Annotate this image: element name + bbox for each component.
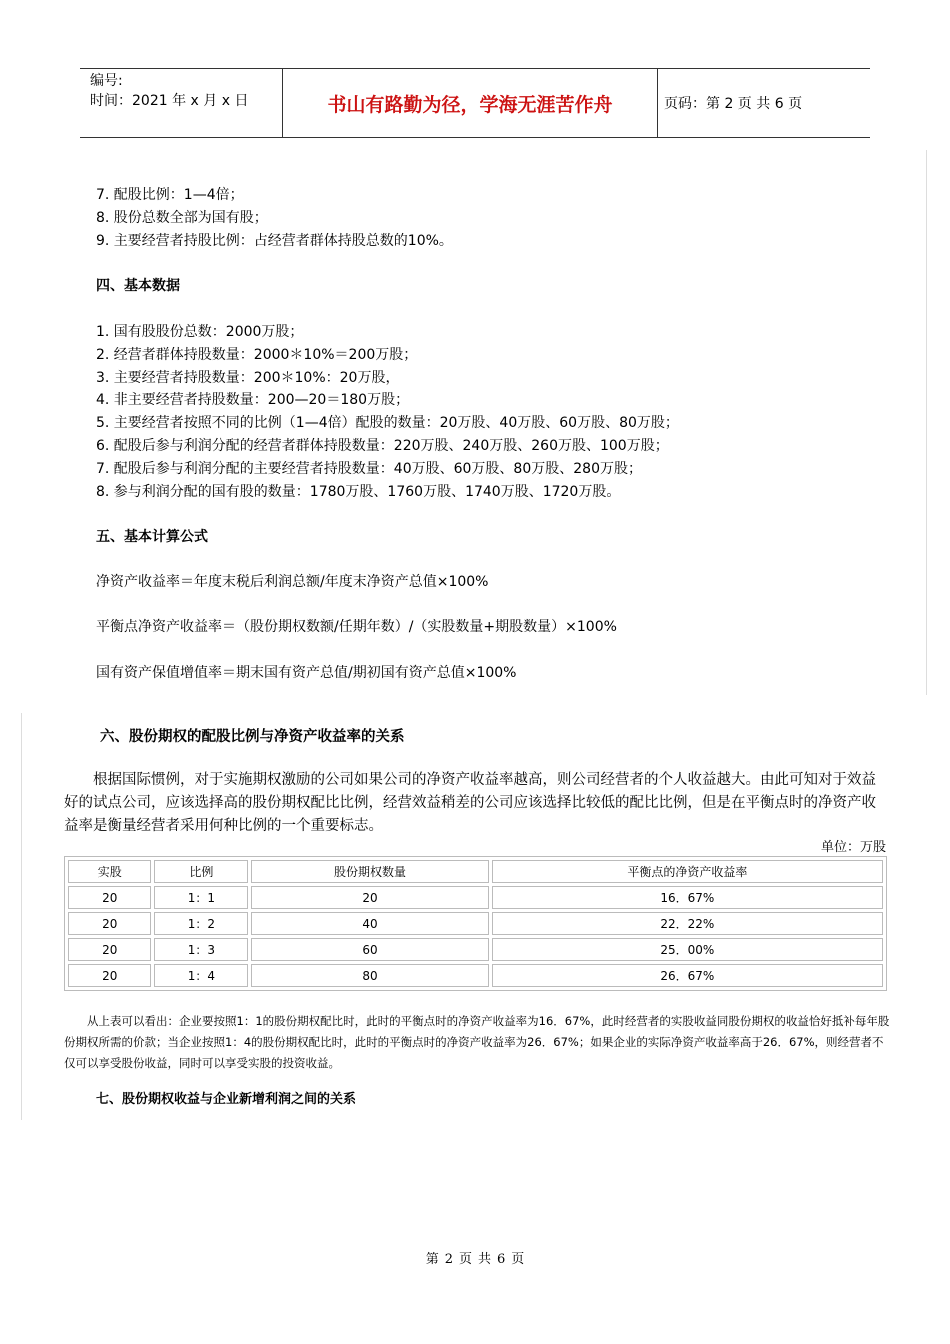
list-item: 8. 参与利润分配的国有股的数量：1780万股、1760万股、1740万股、1720万股。 [96, 484, 621, 500]
data-table [64, 856, 887, 991]
time-label: 时间：2021 年 x 月 x 日 [90, 93, 249, 109]
footer-text: 共 [478, 1252, 492, 1267]
table-cell: 22．22% [492, 912, 883, 935]
list-item: 8. 股份总数全部为国有股； [96, 210, 268, 226]
footer-total-pages: 6 [497, 1252, 506, 1267]
list-item: 7. 配股后参与利润分配的主要经营者持股数量：40万股、60万股、80万股、280万股； [96, 461, 642, 477]
table-header-cell: 实股 [68, 860, 151, 883]
footer-text: 页 [511, 1252, 525, 1267]
formula: 净资产收益率＝年度末税后利润总额/年度末净资产总值×100% [96, 574, 489, 590]
table-cell: 20 [68, 938, 151, 961]
table-cell: 1：2 [154, 912, 248, 935]
list-item: 7. 配股比例：1—4倍； [96, 187, 244, 203]
table-row [68, 938, 883, 961]
table-cell: 25．00% [492, 938, 883, 961]
list-item: 3. 主要经营者持股数量：200＊10%：20万股， [96, 370, 400, 386]
list-item: 9. 主要经营者持股比例：占经营者群体持股总数的10%。 [96, 233, 453, 249]
table-header-row [68, 860, 883, 883]
footer-text: 页 [458, 1252, 472, 1267]
page-edge-line [926, 150, 927, 695]
table-cell: 1：3 [154, 938, 248, 961]
unit-label: 单位：万股 [820, 840, 886, 855]
table-cell: 1：1 [154, 886, 248, 909]
table-cell: 26．67% [492, 964, 883, 987]
section-heading: 七、股份期权收益与企业新增利润之间的关系 [96, 1092, 357, 1107]
table-cell: 60 [251, 938, 488, 961]
table-cell: 20 [68, 964, 151, 987]
header-motto: 书山有路勤为径，学海无涯苦作舟 [282, 69, 658, 137]
table-header-cell: 股份期权数量 [251, 860, 488, 883]
list-item: 2. 经营者群体持股数量：2000＊10%＝200万股； [96, 347, 418, 363]
table-cell: 80 [251, 964, 488, 987]
footer-text: 第 [425, 1252, 439, 1267]
section-heading: 五、基本计算公式 [96, 529, 208, 545]
header-page-info: 页码：第 2 页 共 6 页 [664, 96, 803, 112]
table-note-paragraph: 从上表可以看出：企业要按照1：1的股份期权配比时，此时的平衡点时的净资产收益率为16．67%，此时经营者的实股收益同股份期权的收益恰好抵补每年股份期权所需的价款；当企业按照1：4的股份期权配比时，此时的平衡点时的净资产收益率为26．67%；如果企业的实际净资产收益率高于26．67%，则经营者不仅可以享受股份收益，同时可以享受实股的投资收益。 [64, 1014, 890, 1070]
list-item: 1. 国有股股份总数：2000万股； [96, 324, 304, 340]
serial-label: 编号: [90, 73, 123, 89]
footer-page-number: 2 [444, 1252, 453, 1267]
table-header-cell: 平衡点的净资产收益率 [492, 860, 883, 883]
table-row [68, 964, 883, 987]
list-item: 6. 配股后参与利润分配的经营者群体持股数量：220万股、240万股、260万股、100万股； [96, 438, 669, 454]
body-paragraph: 根据国际惯例，对于实施期权激励的公司如果公司的净资产收益率越高，则公司经营者的个人收益越大。由此可知对于效益好的试点公司，应该选择高的股份期权配比比例，经营效益稍差的公司应该选择比较低的配比比例，但是在平衡点时的净资产收益率是衡量经营者采用何种比例的一个重要标志。 [64, 772, 876, 834]
table-cell: 40 [251, 912, 488, 935]
table-row [68, 886, 883, 909]
table-cell: 1：4 [154, 964, 248, 987]
formula: 平衡点净资产收益率＝（股份期权数额/任期年数）/（实股数量+期股数量）×100% [96, 619, 617, 635]
table-row [68, 912, 883, 935]
formula: 国有资产保值增值率＝期末国有资产总值/期初国有资产总值×100% [96, 665, 517, 681]
section-heading: 六、股份期权的配股比例与净资产收益率的关系 [100, 729, 405, 745]
list-item: 5. 主要经营者按照不同的比例（1—4倍）配股的数量：20万股、40万股、60万股、80万股； [96, 415, 679, 431]
header-left-cell [80, 69, 280, 137]
table-cell: 20 [68, 912, 151, 935]
table-cell: 20 [251, 886, 488, 909]
list-item: 4. 非主要经营者持股数量：200—20＝180万股； [96, 392, 410, 408]
page-footer [0, 1248, 950, 1267]
table-header-cell: 比例 [154, 860, 248, 883]
table-cell: 20 [68, 886, 151, 909]
section-heading: 四、基本数据 [96, 278, 180, 294]
page-edge-line [21, 713, 22, 1120]
table-cell: 16．67% [492, 886, 883, 909]
page-header [80, 68, 870, 138]
